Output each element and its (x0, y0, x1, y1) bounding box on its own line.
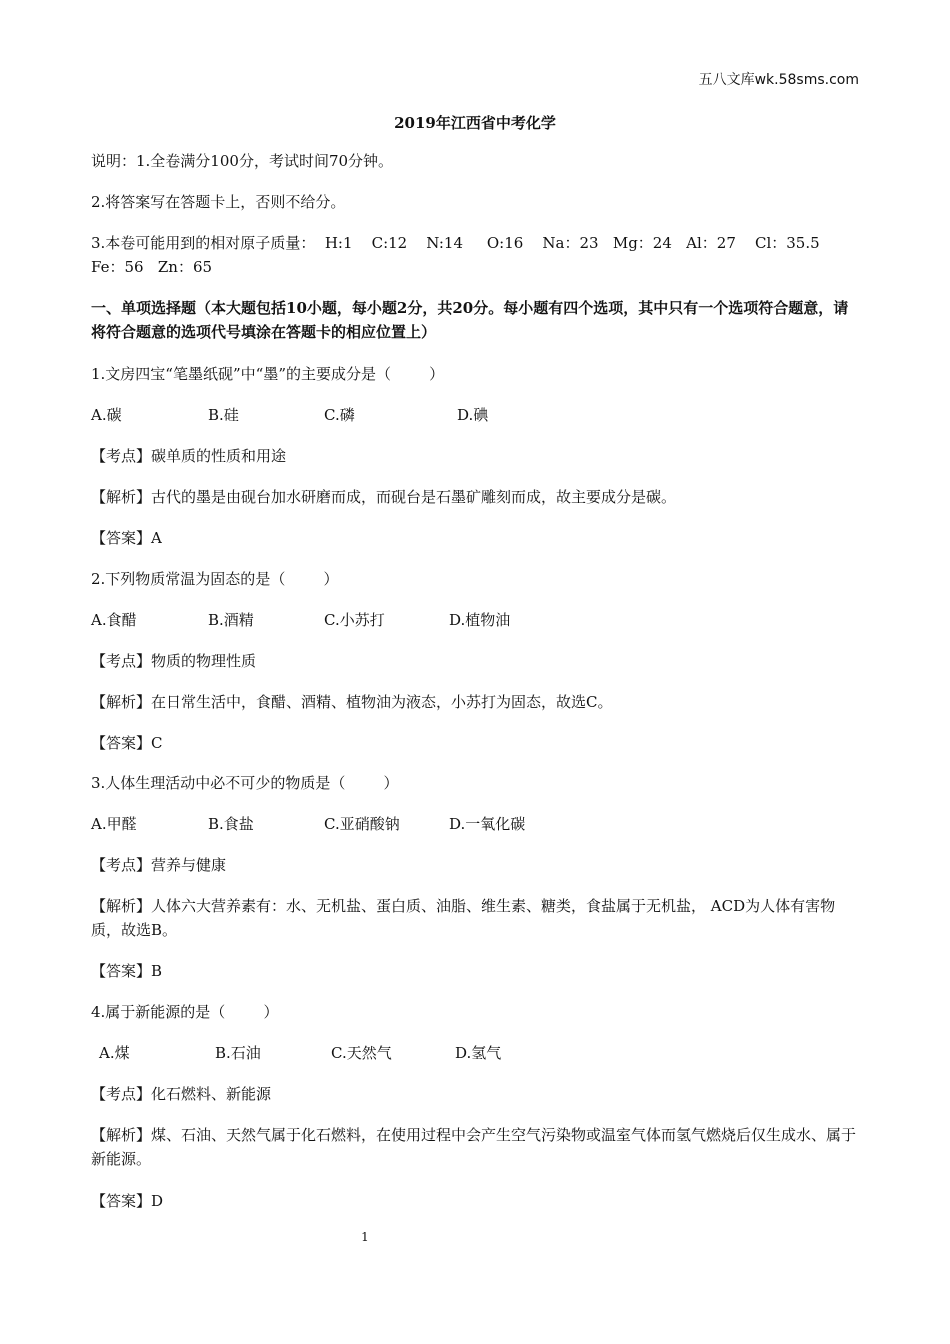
option-b: B.硅 (208, 406, 239, 424)
question-3-jiexi: 【解析】人体六大营养素有：水、无机盐、蛋白质、油脂、维生素、糖类，食盐属于无机盐， ACD为人体有害物质，故选B。 (91, 897, 836, 939)
option-c: C.磷 (324, 406, 355, 424)
page-header: 五八文库wk.58sms.com (698, 72, 859, 88)
page-title: 2019年江西省中考化学 (394, 114, 556, 132)
option-c: C.亚硝酸钠 (324, 815, 400, 833)
question-2-options (91, 608, 861, 632)
option-b: B.石油 (215, 1044, 261, 1062)
intro-line-3: 3.本卷可能用到的相对原子质量： H:1 C:12 N:14 O:16 Na：23 Mg：24 Al：27 Cl：35.5 Fe：56 Zn：65 (91, 234, 820, 276)
option-b: B.酒精 (208, 611, 254, 629)
question-2-jiexi: 【解析】在日常生活中，食醋、酒精、植物油为液态，小苏打为固态，故选C。 (91, 693, 613, 711)
option-c: C.天然气 (331, 1044, 392, 1062)
question-3-options (91, 812, 861, 836)
page-number: 1 (361, 1230, 369, 1244)
option-d: D.植物油 (449, 611, 511, 629)
question-4-jiexi: 【解析】煤、石油、天然气属于化石燃料，在使用过程中会产生空气污染物或温室气体而氢气燃烧后仅生成水、属于新能源。 (91, 1126, 857, 1168)
option-d: D.一氧化碳 (449, 815, 526, 833)
option-d: D.碘 (457, 406, 489, 424)
question-2-kaodian: 【考点】物质的物理性质 (91, 652, 257, 670)
question-1-jiexi: 【解析】古代的墨是由砚台加水研磨而成，而砚台是石墨矿雕刻而成，故主要成分是碳。 (91, 488, 677, 506)
question-3-kaodian: 【考点】营养与健康 (91, 856, 227, 874)
section-heading: 一、单项选择题（本大题包括10小题，每小题2分，共20分。每小题有四个选项，其中只有一个选项符合题意，请将符合题意的选项代号填涂在答题卡的相应位置上） (91, 299, 849, 341)
option-a: A.甲醛 (91, 815, 137, 833)
option-a: A.碳 (91, 406, 122, 424)
question-4: 4.属于新能源的是（ ） (91, 1003, 279, 1021)
option-a: A.煤 (99, 1044, 130, 1062)
question-1-answer: 【答案】A (91, 529, 162, 547)
intro-line-1: 说明：1.全卷满分100分，考试时间70分钟。 (91, 152, 394, 170)
question-2: 2.下列物质常温为固态的是（ ） (91, 570, 339, 588)
option-d: D.氢气 (455, 1044, 502, 1062)
question-4-options (91, 1041, 861, 1065)
option-b: B.食盐 (208, 815, 254, 833)
question-4-answer: 【答案】D (91, 1192, 164, 1210)
intro-line-2: 2.将答案写在答题卡上，否则不给分。 (91, 193, 346, 211)
option-a: A.食醋 (91, 611, 137, 629)
question-2-answer: 【答案】C (91, 734, 163, 752)
question-3: 3.人体生理活动中必不可少的物质是（ ） (91, 774, 399, 792)
question-1: 1.文房四宝“笔墨纸砚”中“墨”的主要成分是（ ） (91, 365, 445, 383)
question-1-options (91, 403, 861, 427)
option-c: C.小苏打 (324, 611, 385, 629)
question-3-answer: 【答案】B (91, 962, 163, 980)
question-4-kaodian: 【考点】化石燃料、新能源 (91, 1085, 272, 1103)
question-1-kaodian: 【考点】碳单质的性质和用途 (91, 447, 287, 465)
